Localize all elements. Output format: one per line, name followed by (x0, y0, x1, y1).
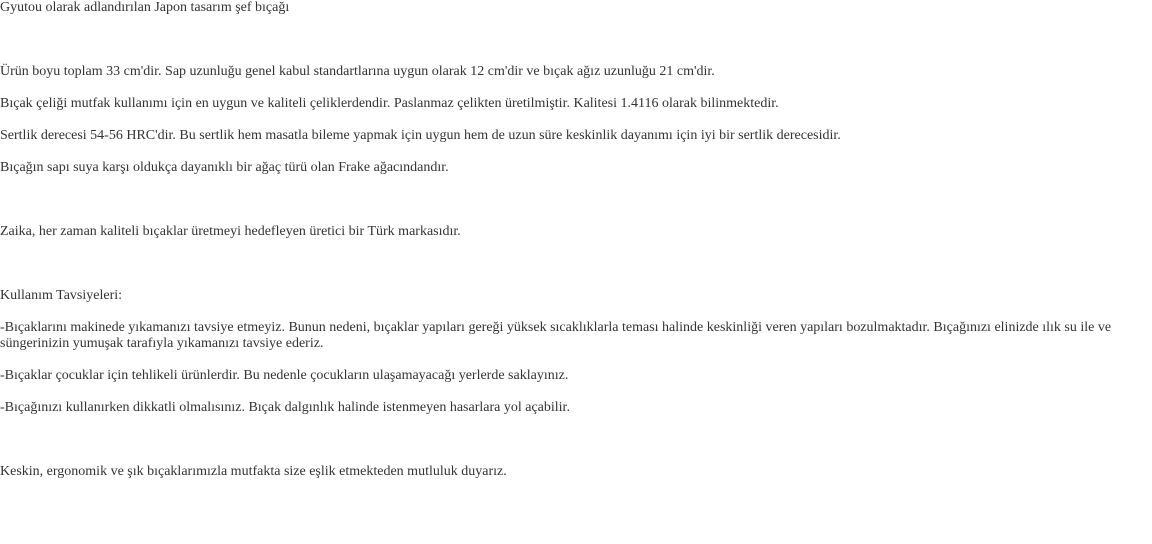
usage-tip-children: -Bıçaklar çocuklar için tehlikeli ürünlerdir. Bu nedenle çocukların ulaşamayacağı yerlerde saklayınız. (0, 368, 569, 383)
spec-hardness: Sertlik derecesi 54-56 HRC'dir. Bu sertlik hem masatla bileme yapmak için uygun hem de uzun süre keskinlik dayanımı için iyi bir sertlik derecesidir. (0, 128, 841, 143)
brand-text: Zaika, her zaman kaliteli bıçaklar üretmeyi hedefleyen üretici bir Türk markasıdır. (0, 224, 461, 239)
spec-steel: Bıçak çeliği mutfak kullanımı için en uygun ve kaliteli çeliklerdendir. Paslanmaz çelikten üretilmiştir. Kalitesi 1.4116 olarak bilinmektedir. (0, 96, 779, 111)
usage-heading: Kullanım Tavsiyeleri: (0, 288, 123, 303)
usage-tip-caution: -Bıçağınızı kullanırken dikkatli olmalısınız. Bıçak dalgınlık halinde istenmeyen hasarlara yol açabilir. (0, 400, 570, 415)
spec-handle: Bıçağın sapı suya karşı oldukça dayanıklı bir ağaç türü olan Frake ağacındandır. (0, 160, 449, 175)
closing-text: Keskin, ergonomik ve şık bıçaklarımızla mutfakta size eşlik etmekteden mutluluk duyarız. (0, 464, 507, 479)
usage-tip-dishwasher: -Bıçaklarını makinede yıkamanızı tavsiye etmeyiz. Bunun nedeni, bıçaklar yapıları gereği yüksek sıcaklıklarla teması halinde keskinliği veren yapıları bozulmaktadır. Bıçağınızı elinizde ılık su ile ve süngerinizin yumuşak tarafıyla yıkamanızı tavsiye ederiz. (0, 320, 1112, 351)
product-title: Gyutou olarak adlandırılan Japon tasarım şef bıçağı (0, 0, 290, 15)
spec-length: Ürün boyu toplam 33 cm'dir. Sap uzunluğu genel kabul standartlarına uygun olarak 12 cm'dir ve bıçak ağız uzunluğu 21 cm'dir. (0, 64, 715, 79)
